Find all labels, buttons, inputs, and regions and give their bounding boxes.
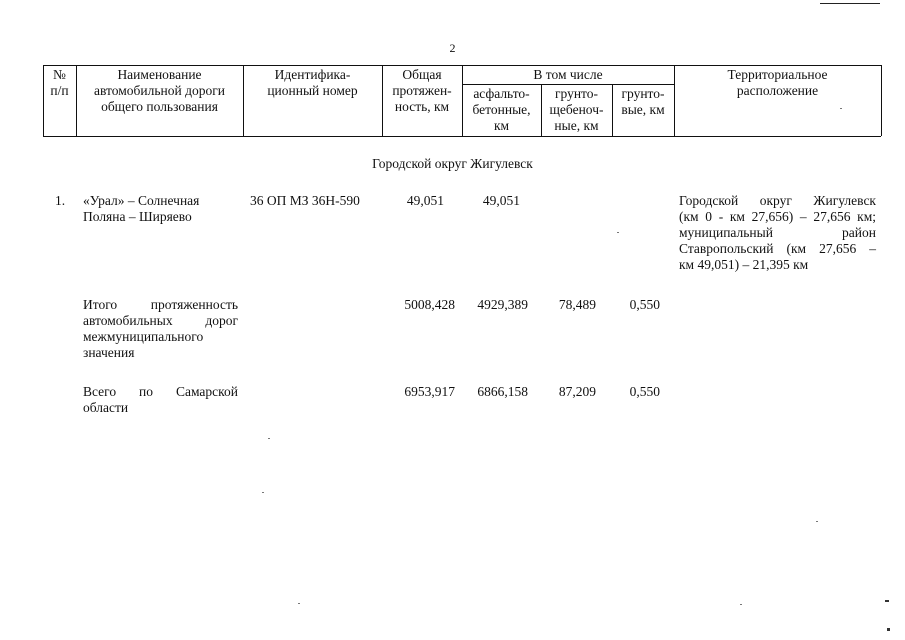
header-ground: грунто- вые, км	[621, 86, 665, 117]
road-location: Городской округ Жигулевск (км 0 - км 27,656) – 27,656 км; муниципальный район Ставропольский (км 27,656 – км 49,051) – 21,395 км	[679, 193, 876, 272]
subtotal-total-length: 5008,428	[404, 297, 455, 312]
grand-total-asphalt-length: 6866,158	[477, 384, 528, 399]
scan-speck	[268, 438, 270, 439]
header-including: В том числе	[533, 67, 603, 82]
scan-speck	[885, 600, 889, 602]
road-asphalt-length: 49,051	[482, 193, 520, 208]
header-road-name: Наименование автомобильной дороги общего пользования	[94, 67, 225, 114]
road-id: 36 ОП МЗ 36Н-590	[250, 193, 360, 208]
header-id: Идентифика- ционный номер	[267, 67, 358, 98]
scan-speck	[298, 603, 300, 604]
scan-speck	[816, 521, 818, 522]
subtotal-ground-length: 0,550	[629, 297, 660, 312]
grand-total-ground-length: 0,550	[629, 384, 660, 399]
road-total-length: 49,051	[406, 193, 444, 208]
page-number: 2	[449, 41, 456, 55]
scan-speck	[740, 604, 742, 605]
row-number: 1.	[55, 193, 66, 208]
header-bottom-rule	[43, 136, 881, 137]
subtotal-asphalt-length: 4929,389	[477, 297, 528, 312]
col-rule	[881, 65, 882, 136]
scan-speck	[887, 628, 890, 631]
subtotal-gravel-length: 78,489	[558, 297, 596, 312]
header-num: № п/п	[50, 67, 69, 98]
section-title: Городской округ Жигулевск	[372, 156, 533, 171]
table-header	[0, 0, 905, 140]
including-rule	[462, 84, 674, 85]
scan-speck	[262, 492, 264, 493]
road-name: «Урал» – Солнечная Поляна – Ширяево	[83, 193, 200, 224]
grand-total-label: Всего по Самарской области	[83, 384, 238, 415]
header-total-length: Общая протяжен- ность, км	[392, 67, 452, 114]
grand-total-gravel-length: 87,209	[558, 384, 596, 399]
header-asphalt: асфальто- бетонные, км	[472, 86, 531, 133]
header-gravel: грунто- щебеноч- ные, км	[549, 86, 604, 133]
scan-speck	[840, 108, 842, 109]
header-location: Территориальное расположение	[727, 67, 828, 98]
subtotal-label: Итого протяженность автомобильных дорог межмуниципального значения	[83, 297, 238, 360]
scan-speck	[617, 232, 619, 233]
grand-total-length: 6953,917	[404, 384, 455, 399]
